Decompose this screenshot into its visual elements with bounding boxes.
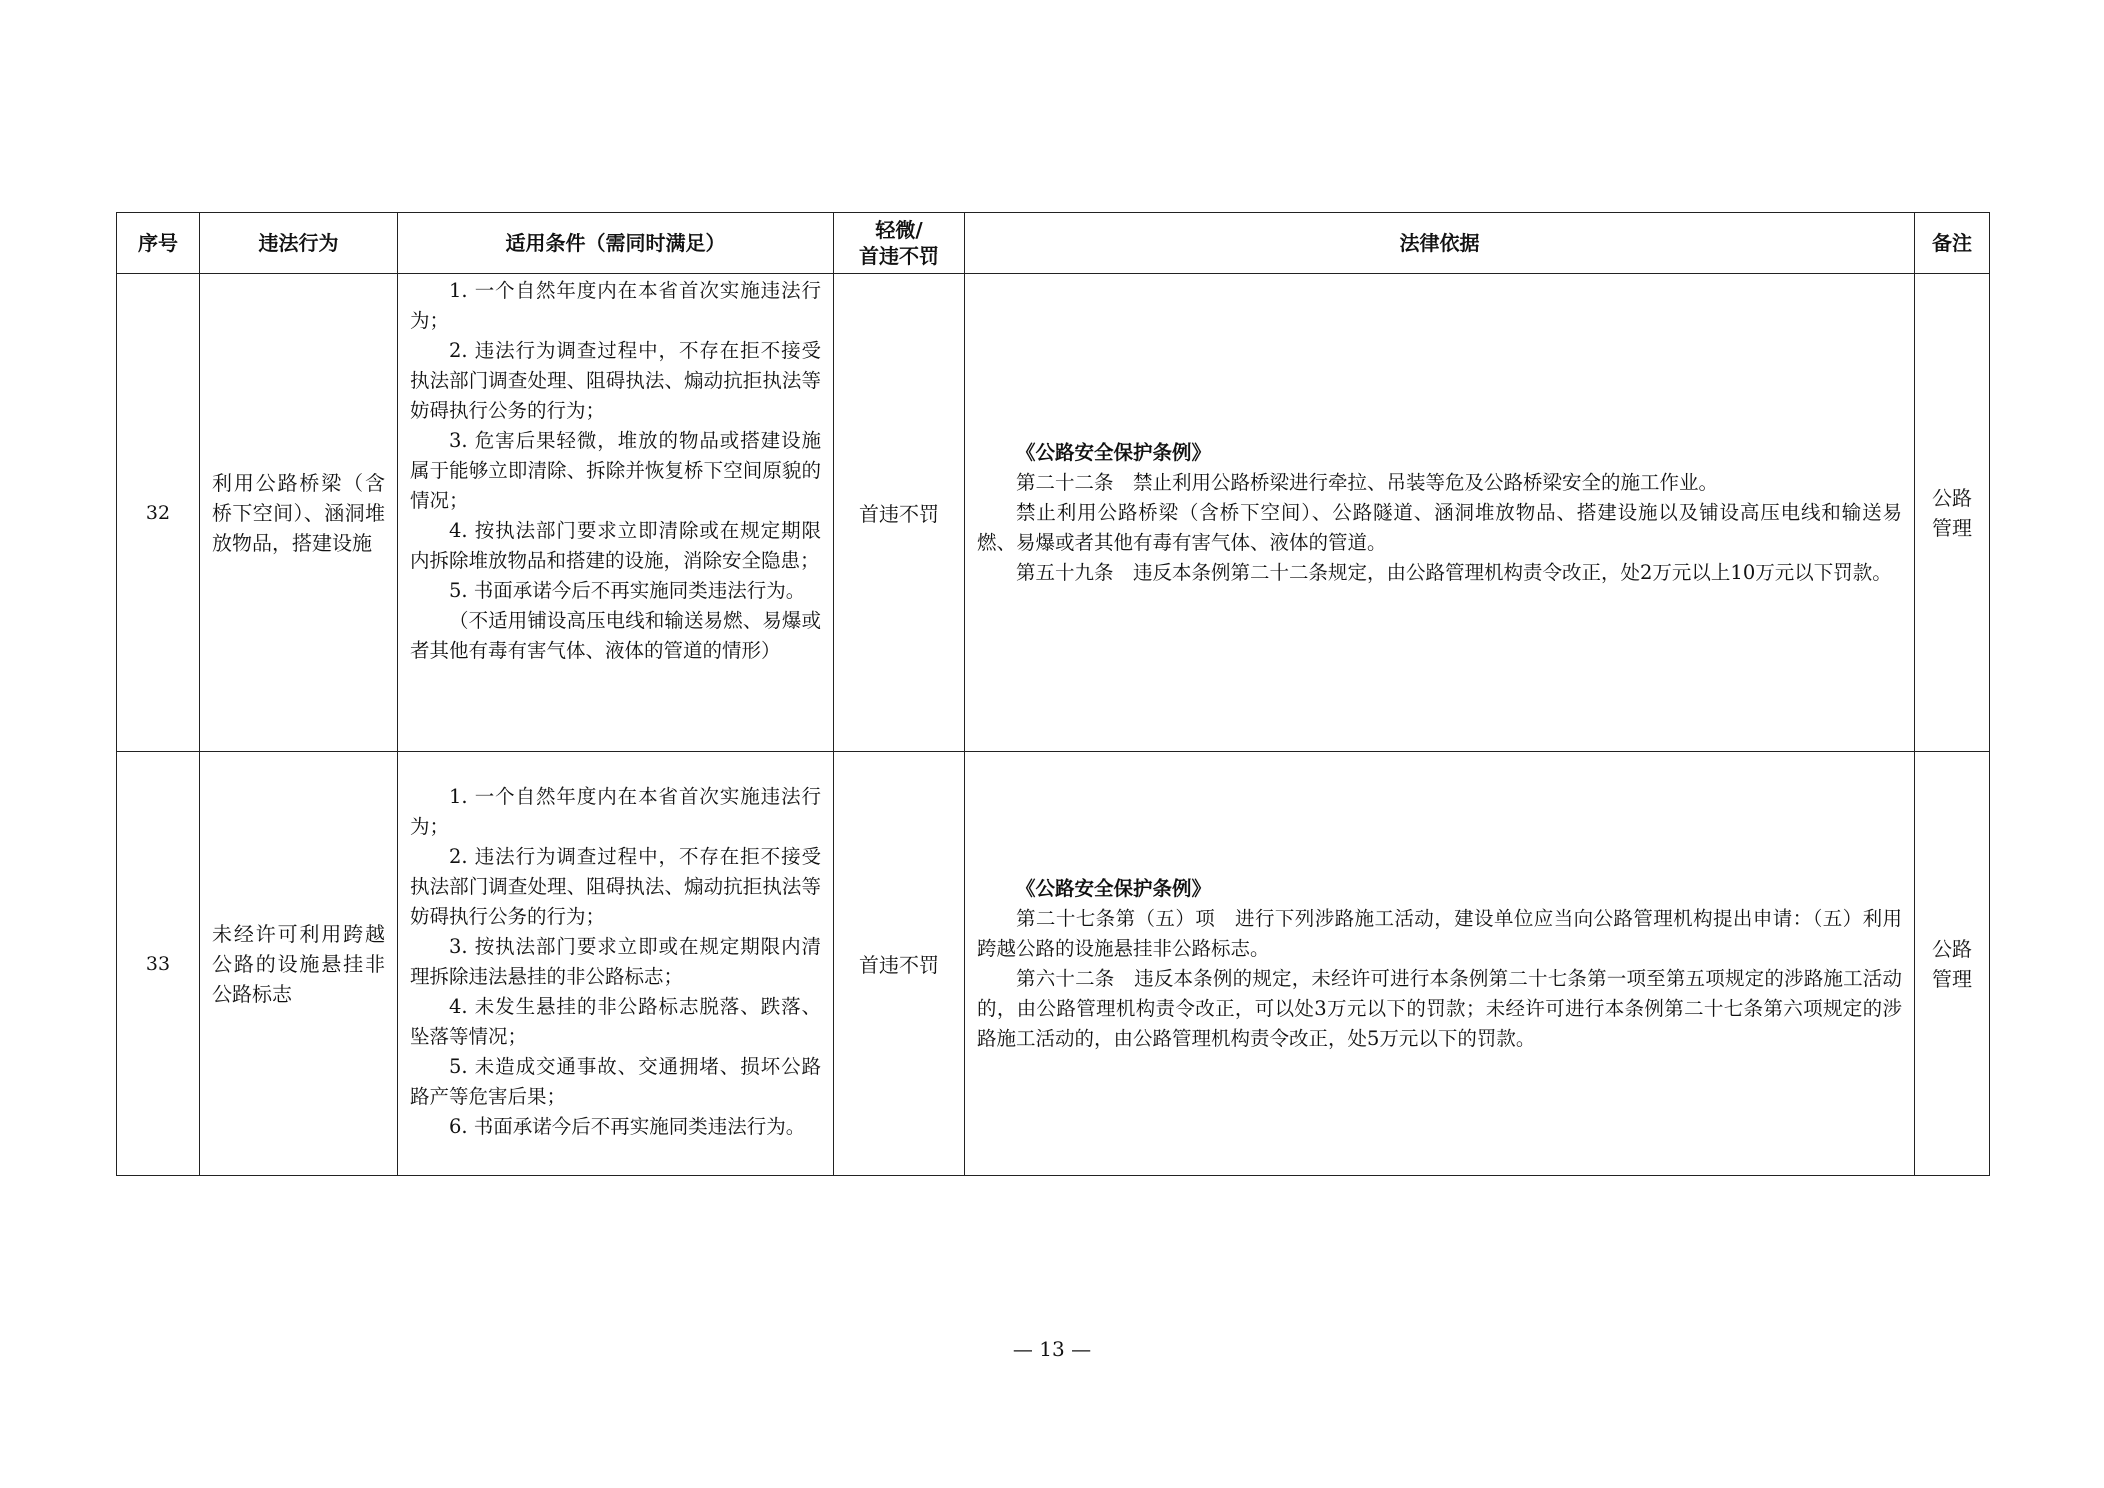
- header-note: 备注: [1915, 213, 1990, 274]
- condition-item: 4. 按执法部门要求立即清除或在规定期限内拆除堆放物品和搭建的设施，消除安全隐患；: [410, 519, 821, 572]
- condition-item: 5. 未造成交通事故、交通拥堵、损坏公路路产等危害后果；: [410, 1055, 821, 1108]
- table-header-row: [117, 213, 1990, 274]
- row-index: 33: [117, 752, 200, 1176]
- condition-item: 2. 违法行为调查过程中，不存在拒不接受执法部门调查处理、阻碍执法、煽动抗拒执法等妨碍执行公务的行为；: [410, 339, 821, 422]
- row-type: 首违不罚: [834, 274, 965, 752]
- condition-item: 5. 书面承诺今后不再实施同类违法行为。: [449, 579, 806, 602]
- condition-item: 3. 按执法部门要求立即或在规定期限内清理拆除违法悬挂的非公路标志；: [410, 935, 821, 988]
- law-article: 第五十九条 违反本条例第二十二条规定，由公路管理机构责令改正，处2万元以上10万元以下罚款。: [1016, 560, 1892, 584]
- condition-item: 4. 未发生悬挂的非公路标志脱落、跌落、坠落等情况；: [410, 995, 821, 1048]
- header-type-line1: 轻微/: [875, 218, 923, 242]
- row-note: 公路管理: [1915, 274, 1990, 752]
- law-article: 第二十二条 禁止利用公路桥梁进行牵拉、吊装等危及公路桥梁安全的施工作业。: [1016, 470, 1719, 494]
- table-row: [117, 274, 1990, 752]
- row-behavior: 未经许可利用跨越公路的设施悬挂非公路标志: [200, 752, 398, 1176]
- header-behavior: 违法行为: [200, 213, 398, 274]
- row-index: 32: [117, 274, 200, 752]
- header-conditions: 适用条件（需同时满足）: [398, 213, 834, 274]
- row-type: 首违不罚: [834, 752, 965, 1176]
- header-basis: 法律依据: [965, 213, 1915, 274]
- condition-item: 1. 一个自然年度内在本省首次实施违法行为；: [410, 785, 821, 838]
- row-conditions: [398, 752, 834, 1176]
- law-article: 第六十二条 违反本条例的规定，未经许可进行本条例第二十七条第一项至第五项规定的涉路施工活动的，由公路管理机构责令改正，可以处3万元以下的罚款；未经许可进行本条例第二十七条第六项规定的涉路施工活动的，由公路管理机构责令改正，处5万元以下的罚款。: [977, 966, 1902, 1050]
- row-basis: [965, 274, 1915, 752]
- penalty-table: [116, 212, 1990, 1176]
- law-title: 《公路安全保护条例》: [1016, 440, 1212, 464]
- law-title: 《公路安全保护条例》: [1016, 876, 1212, 900]
- row-conditions: [398, 274, 834, 752]
- row-note: 公路管理: [1915, 752, 1990, 1176]
- condition-item: 3. 危害后果轻微，堆放的物品或搭建设施属于能够立即清除、拆除并恢复桥下空间原貌的情况；: [410, 429, 821, 512]
- law-article: 禁止利用公路桥梁（含桥下空间）、公路隧道、涵洞堆放物品、搭建设施以及铺设高压电线和输送易燃、易爆或者其他有毒有害气体、液体的管道。: [977, 500, 1902, 554]
- condition-exclusion-note: （不适用铺设高压电线和输送易燃、易爆或者其他有毒有害气体、液体的管道的情形）: [410, 609, 821, 662]
- law-article: 第二十七条第（五）项 进行下列涉路施工活动，建设单位应当向公路管理机构提出申请：（五）利用跨越公路的设施悬挂非公路标志。: [977, 906, 1902, 960]
- header-index: 序号: [117, 213, 200, 274]
- row-basis: [965, 752, 1915, 1176]
- header-type-line2: 首违不罚: [859, 244, 939, 268]
- table-row: [117, 752, 1990, 1176]
- page-number: — 13 —: [1012, 1337, 1092, 1361]
- condition-item: 1. 一个自然年度内在本省首次实施违法行为；: [410, 279, 821, 332]
- row-behavior: 利用公路桥梁（含桥下空间）、涵洞堆放物品，搭建设施: [200, 274, 398, 752]
- header-type: [834, 213, 965, 274]
- condition-item: 2. 违法行为调查过程中，不存在拒不接受执法部门调查处理、阻碍执法、煽动抗拒执法等妨碍执行公务的行为；: [410, 845, 821, 928]
- condition-item: 6. 书面承诺今后不再实施同类违法行为。: [449, 1115, 806, 1138]
